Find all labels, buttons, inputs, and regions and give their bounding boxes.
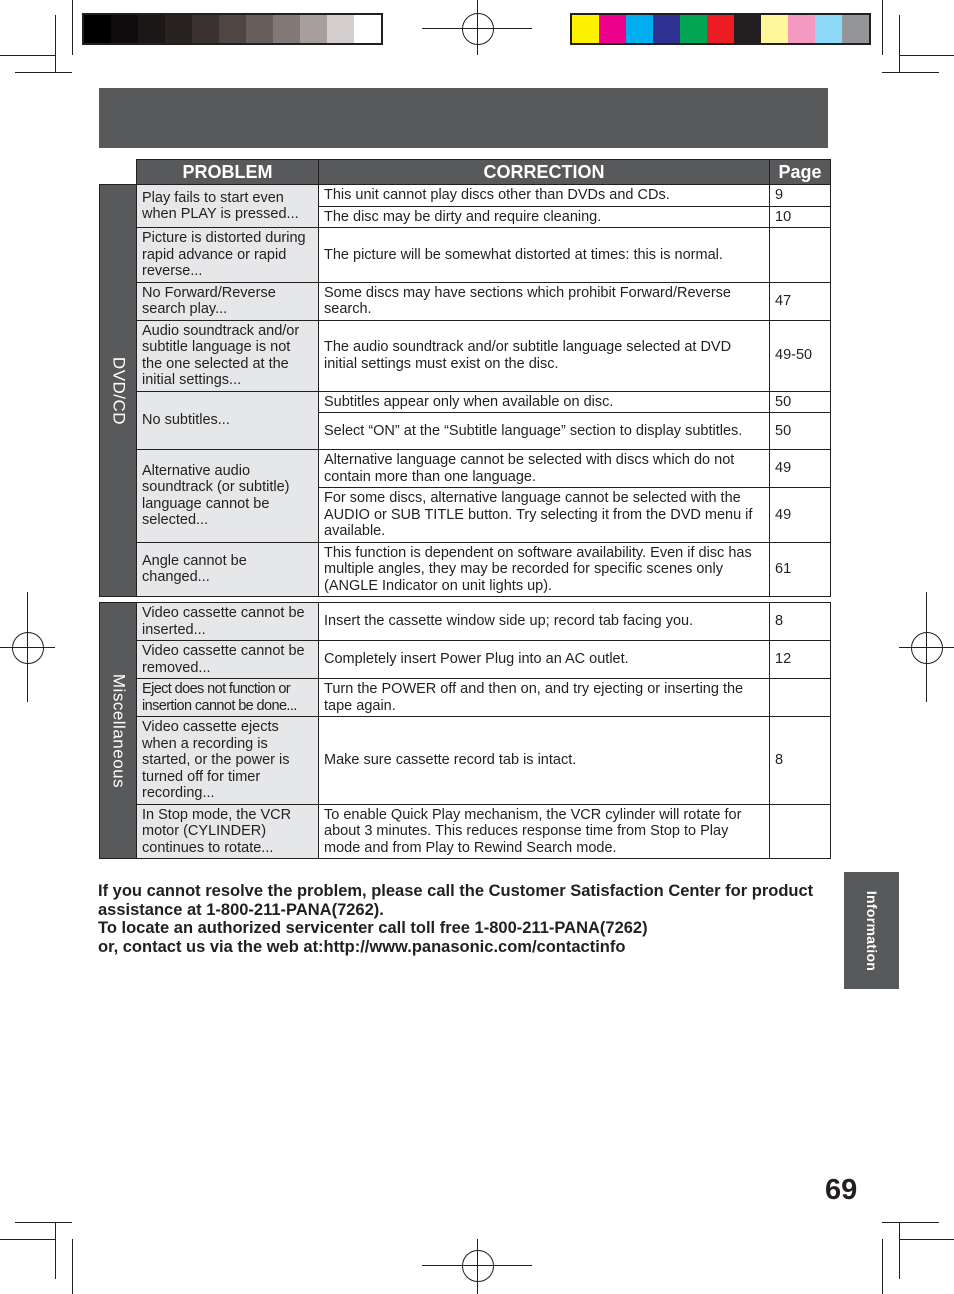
color-swatch [599, 15, 626, 43]
problem-cell: Video cassette cannot be removed... [137, 641, 319, 679]
table-row [100, 804, 831, 859]
crop-mark [882, 0, 883, 55]
crop-mark [899, 55, 954, 56]
color-swatch [680, 15, 707, 43]
crop-mark [899, 1222, 900, 1279]
color-swatch [219, 15, 246, 43]
correction-cell: Some discs may have sections which prohibit Forward/Reverse search. [319, 282, 770, 320]
color-swatch [273, 15, 300, 43]
crop-mark [72, 1239, 73, 1294]
page-cell: 8 [770, 717, 831, 805]
header-spacer [100, 160, 137, 185]
correction-cell: The disc may be dirty and require cleaning. [319, 206, 770, 228]
crop-mark [15, 1222, 72, 1223]
correction-cell: This function is dependent on software availability. Even if disc has multiple angles, they may be recorded for specific scenes only (ANGLE Indicator on unit lights up). [319, 542, 770, 597]
color-swatch [111, 15, 138, 43]
section-tab-information [844, 872, 899, 989]
correction-cell: The picture will be somewhat distorted at times: this is normal. [319, 228, 770, 283]
crop-mark [15, 72, 72, 73]
correction-cell: Select “ON” at the “Subtitle language” section to display subtitles. [319, 413, 770, 450]
table-row [100, 228, 831, 283]
correction-cell: Turn the POWER off and then on, and try ejecting or inserting the tape again. [319, 679, 770, 717]
color-swatch [572, 15, 599, 43]
process-color-bar [570, 13, 871, 45]
color-swatch [707, 15, 734, 43]
color-swatch [653, 15, 680, 43]
color-swatch [138, 15, 165, 43]
page-cell [770, 679, 831, 717]
correction-cell: Completely insert Power Plug into an AC outlet. [319, 641, 770, 679]
page-cell: 9 [770, 185, 831, 207]
problem-cell: In Stop mode, the VCR motor (CYLINDER) continues to rotate... [137, 804, 319, 859]
color-swatch [300, 15, 327, 43]
crop-mark [882, 1239, 883, 1294]
page-number: 69 [825, 1174, 858, 1206]
page-cell [770, 804, 831, 859]
correction-cell: For some discs, alternative language cannot be selected with the AUDIO or SUB TITLE button. Try selecting it from the DVD menu if available. [319, 488, 770, 543]
page-cell: 61 [770, 542, 831, 597]
problem-cell: Eject does not function or insertion cannot be done... [137, 679, 319, 717]
page-cell: 49 [770, 450, 831, 488]
correction-cell: Make sure cassette record tab is intact. [319, 717, 770, 805]
crop-mark [882, 72, 939, 73]
crop-mark [0, 55, 55, 56]
troubleshooting-table-dvd [99, 159, 831, 597]
correction-cell: Subtitles appear only when available on disc. [319, 391, 770, 413]
table-row [100, 679, 831, 717]
header-correction: CORRECTION [319, 160, 770, 185]
page-cell: 12 [770, 641, 831, 679]
section-tab-label: Information [863, 890, 880, 971]
crop-mark [55, 1222, 56, 1279]
page-cell: 49 [770, 488, 831, 543]
color-swatch [626, 15, 653, 43]
correction-cell: To enable Quick Play mechanism, the VCR cylinder will rotate for about 3 minutes. This reduces response time from Stop to Play mode and from Play to Rewind Search mode. [319, 804, 770, 859]
color-swatch [842, 15, 869, 43]
table-row [100, 320, 831, 391]
crop-mark [55, 15, 56, 72]
color-swatch [788, 15, 815, 43]
page-cell: 50 [770, 413, 831, 450]
problem-cell: Picture is distorted during rapid advance or rapid reverse... [137, 228, 319, 283]
header-problem: PROBLEM [137, 160, 319, 185]
color-swatch [84, 15, 111, 43]
grayscale-color-bar [82, 13, 383, 45]
crop-mark [72, 0, 73, 55]
table-header-row [100, 160, 831, 185]
color-swatch [192, 15, 219, 43]
header-page: Page [770, 160, 831, 185]
table-row [100, 717, 831, 805]
page-cell: 8 [770, 603, 831, 641]
section-title-bar [99, 88, 828, 148]
page-cell [770, 228, 831, 283]
crop-mark [899, 15, 900, 72]
color-swatch [246, 15, 273, 43]
crop-mark [899, 1239, 954, 1240]
problem-cell: No Forward/Reverse search play... [137, 282, 319, 320]
problem-cell: Alternative audio soundtrack (or subtitle) language cannot be selected... [137, 450, 319, 543]
support-note-line-1: If you cannot resolve the problem, please call the Customer Satisfaction Center for product assistance at 1-800-211-PANA(7262). [98, 882, 814, 919]
correction-cell: This unit cannot play discs other than DVDs and CDs. [319, 185, 770, 207]
color-swatch [815, 15, 842, 43]
correction-cell: Alternative language cannot be selected with discs which do not contain more than one language. [319, 450, 770, 488]
correction-cell: Insert the cassette window side up; record tab facing you. [319, 603, 770, 641]
problem-cell: Video cassette ejects when a recording is started, or the power is turned off for timer recording... [137, 717, 319, 805]
problem-cell: Angle cannot be changed... [137, 542, 319, 597]
page-cell: 49-50 [770, 320, 831, 391]
color-swatch [327, 15, 354, 43]
table-row [100, 185, 831, 207]
table-row [100, 450, 831, 488]
crop-mark [0, 1239, 55, 1240]
table-row [100, 603, 831, 641]
support-note-line-2: To locate an authorized servicenter call toll free 1-800-211-PANA(7262) [98, 919, 648, 937]
table-row [100, 542, 831, 597]
color-swatch [734, 15, 761, 43]
page-cell: 50 [770, 391, 831, 413]
crop-mark [882, 1222, 939, 1223]
page-cell: 10 [770, 206, 831, 228]
color-swatch [354, 15, 381, 43]
table-row [100, 282, 831, 320]
problem-cell: Video cassette cannot be inserted... [137, 603, 319, 641]
correction-cell: The audio soundtrack and/or subtitle language selected at DVD initial settings must exist on the disc. [319, 320, 770, 391]
color-swatch [165, 15, 192, 43]
color-swatch [761, 15, 788, 43]
section-label-misc: Miscellaneous [100, 603, 137, 859]
page-cell: 47 [770, 282, 831, 320]
troubleshooting-table-misc [99, 602, 831, 859]
table-row [100, 391, 831, 413]
problem-cell: No subtitles... [137, 391, 319, 450]
problem-cell: Audio soundtrack and/or subtitle language is not the one selected at the initial settings... [137, 320, 319, 391]
table-row [100, 641, 831, 679]
support-note-line-3: or, contact us via the web at:http://www.panasonic.com/contactinfo [98, 937, 626, 956]
problem-cell: Play fails to start even when PLAY is pressed... [137, 185, 319, 228]
section-label-dvd: DVD/CD [100, 185, 137, 597]
support-contact-note [98, 882, 818, 956]
